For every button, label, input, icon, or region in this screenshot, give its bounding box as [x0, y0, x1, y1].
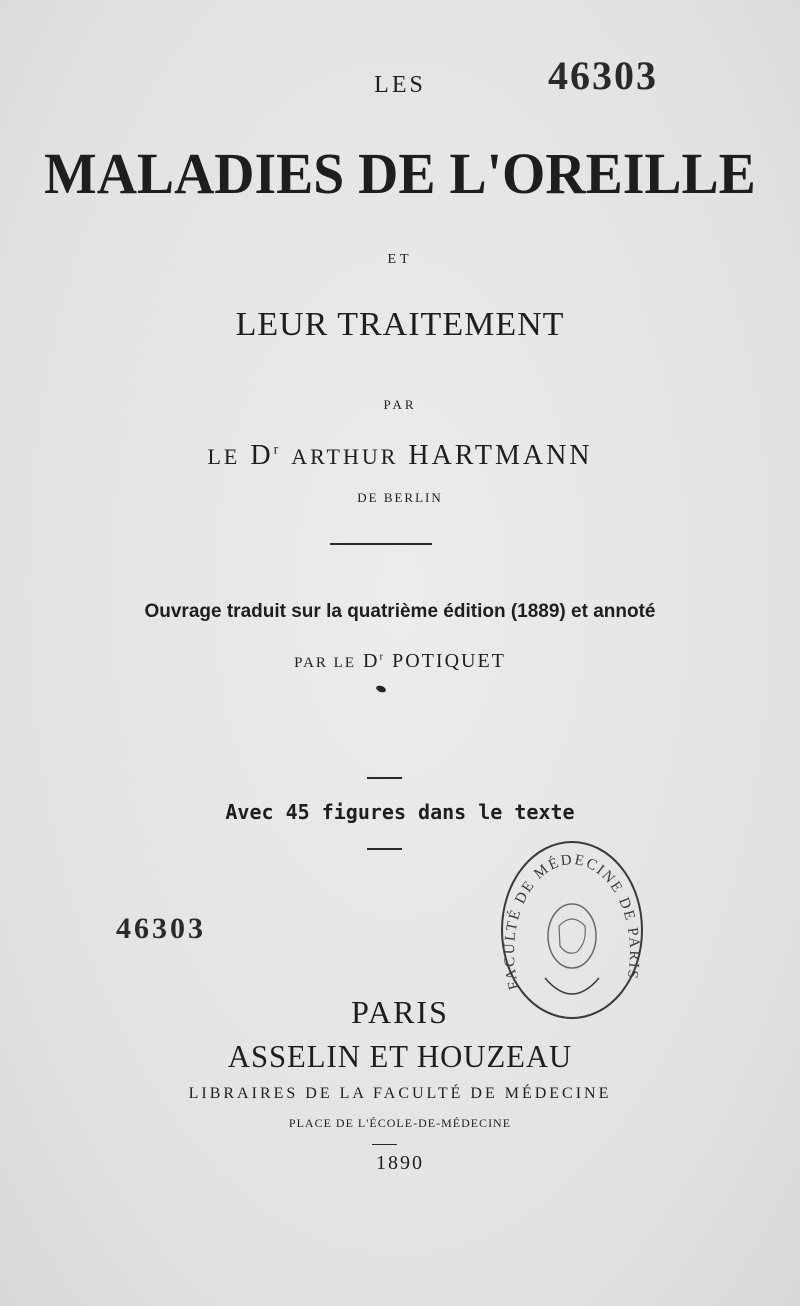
book-title: MALADIES DE L'OREILLE — [44, 141, 756, 206]
seal-text: FACULTÉ DE MÉDECINE DE PARIS — [501, 851, 643, 992]
header-word: LES — [374, 72, 426, 98]
publication-city: PARIS — [351, 994, 449, 1030]
ornament-dot — [375, 684, 386, 693]
divider-rule-short — [367, 848, 402, 850]
divider-rule-short — [367, 777, 402, 779]
figures-note: Avec 45 figures dans le texte — [225, 800, 575, 824]
publication-year: 1890 — [376, 1152, 424, 1174]
divider-rule — [330, 543, 432, 545]
divider-rule-tiny — [372, 1144, 397, 1145]
catalog-number-stamp-top: 46303 — [548, 53, 658, 98]
author-last-name: HARTMANN — [408, 440, 593, 471]
book-subtitle: LEUR TRAITEMENT — [235, 306, 565, 343]
author-line — [0, 440, 800, 472]
catalog-number-stamp-bottom: 46303 — [116, 912, 206, 945]
author-origin: DE BERLIN — [357, 490, 443, 505]
author-prefix: LE — [207, 444, 241, 469]
translation-note: Ouvrage traduit sur la quatrième édition (1889) et annoté — [144, 601, 656, 622]
translator-line — [0, 650, 800, 673]
publisher-name: ASSELIN ET HOUZEAU — [227, 1038, 573, 1074]
translator-prefix: PAR LE — [294, 655, 356, 671]
author-title: $D^r$ — [250, 440, 282, 471]
translator-name: POTIQUET — [392, 650, 506, 672]
author-by-line: PAR — [383, 397, 417, 412]
svg-text:FACULTÉ DE MÉDECINE DE PARIS — [502, 852, 642, 991]
author-first-name: ARTHUR — [291, 444, 399, 469]
publisher-address: PLACE DE L'ÉCOLE-DE-MÉDECINE — [288, 1116, 512, 1130]
title-conjunction: ET — [387, 252, 413, 267]
translator-title: $D^r$ — [363, 650, 386, 672]
publisher-description: LIBRAIRES DE LA FACULTÉ DE MÉDECINE — [188, 1085, 612, 1102]
